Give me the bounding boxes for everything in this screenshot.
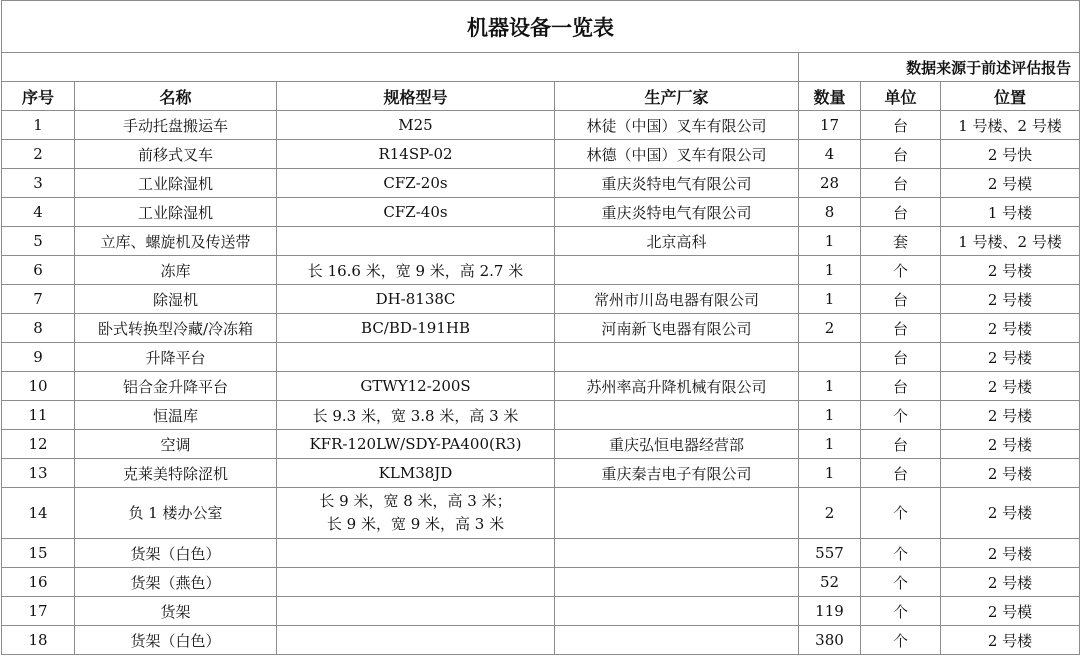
cell-unit: 台: [861, 140, 941, 169]
blank-cell: [555, 53, 799, 82]
cell-unit: 个: [861, 401, 941, 430]
table-title: 机器设备一览表: [2, 1, 1080, 53]
cell-location: 2 号楼: [941, 626, 1080, 655]
cell-maker: [555, 597, 799, 626]
cell-maker: [555, 539, 799, 568]
cell-spec: KFR-120LW/SDY-PA400(R3): [277, 430, 555, 459]
cell-name: 恒温库: [75, 401, 277, 430]
cell-qty: 52: [799, 568, 861, 597]
cell-maker: [555, 401, 799, 430]
cell-location: 2 号模: [941, 597, 1080, 626]
cell-name: 货架: [75, 597, 277, 626]
cell-location: 2 号楼: [941, 459, 1080, 488]
cell-qty: [799, 343, 861, 372]
cell-spec: CFZ-20s: [277, 169, 555, 198]
cell-unit: 台: [861, 372, 941, 401]
table-row: [2, 539, 1080, 568]
cell-unit: 台: [861, 343, 941, 372]
cell-index: 6: [2, 256, 75, 285]
cell-spec: DH-8138C: [277, 285, 555, 314]
cell-spec: CFZ-40s: [277, 198, 555, 227]
table-row: [2, 140, 1080, 169]
cell-qty: 1: [799, 227, 861, 256]
header-cell-name: 名称: [75, 82, 277, 111]
cell-qty: 4: [799, 140, 861, 169]
header-cell-unit: 单位: [861, 82, 941, 111]
cell-maker: [555, 343, 799, 372]
cell-spec: GTWY12-200S: [277, 372, 555, 401]
cell-location: 2 号楼: [941, 430, 1080, 459]
blank-cell: [75, 53, 277, 82]
cell-index: 12: [2, 430, 75, 459]
cell-qty: 1: [799, 372, 861, 401]
cell-maker: 重庆弘恒电器经营部: [555, 430, 799, 459]
equipment-sheet: [1, 0, 1079, 655]
cell-spec: M25: [277, 111, 555, 140]
cell-unit: 个: [861, 626, 941, 655]
cell-name: 除湿机: [75, 285, 277, 314]
cell-unit: 个: [861, 539, 941, 568]
title-row: [2, 1, 1080, 53]
cell-maker: [555, 488, 799, 539]
cell-name: 空调: [75, 430, 277, 459]
table-row: [2, 626, 1080, 655]
cell-location: 2 号楼: [941, 256, 1080, 285]
source-note: 数据来源于前述评估报告: [799, 53, 1080, 82]
cell-unit: 个: [861, 568, 941, 597]
cell-index: 16: [2, 568, 75, 597]
cell-unit: 台: [861, 430, 941, 459]
cell-name: 货架（白色）: [75, 539, 277, 568]
cell-spec: [277, 539, 555, 568]
cell-name: 升降平台: [75, 343, 277, 372]
cell-unit: 台: [861, 285, 941, 314]
cell-index: 4: [2, 198, 75, 227]
cell-location: 2 号楼: [941, 539, 1080, 568]
cell-spec: 长 9.3 米，宽 3.8 米，高 3 米: [277, 401, 555, 430]
cell-unit: 台: [861, 198, 941, 227]
header-cell-location: 位置: [941, 82, 1080, 111]
header-cell-spec: 规格型号: [277, 82, 555, 111]
cell-maker: 河南新飞电器有限公司: [555, 314, 799, 343]
table-row: [2, 597, 1080, 626]
cell-location: 1 号楼、2 号楼: [941, 227, 1080, 256]
cell-unit: 台: [861, 314, 941, 343]
cell-unit: 台: [861, 111, 941, 140]
cell-unit: 个: [861, 256, 941, 285]
blank-cell: [2, 53, 75, 82]
cell-spec: KLM38JD: [277, 459, 555, 488]
cell-index: 15: [2, 539, 75, 568]
cell-index: 11: [2, 401, 75, 430]
blank-cell: [277, 53, 555, 82]
cell-qty: 557: [799, 539, 861, 568]
table-row: [2, 198, 1080, 227]
cell-name: 手动托盘搬运车: [75, 111, 277, 140]
cell-unit: 套: [861, 227, 941, 256]
cell-qty: 2: [799, 488, 861, 539]
cell-location: 2 号楼: [941, 285, 1080, 314]
cell-name: 货架（白色）: [75, 626, 277, 655]
cell-index: 7: [2, 285, 75, 314]
cell-qty: 1: [799, 430, 861, 459]
table-row: [2, 459, 1080, 488]
cell-index: 13: [2, 459, 75, 488]
cell-qty: 1: [799, 459, 861, 488]
cell-location: 2 号楼: [941, 568, 1080, 597]
header-row: [2, 82, 1080, 111]
cell-name: 卧式转换型冷藏/冷冻箱: [75, 314, 277, 343]
table-row: [2, 314, 1080, 343]
table-row: [2, 401, 1080, 430]
header-cell-index: 序号: [2, 82, 75, 111]
cell-name: 冻库: [75, 256, 277, 285]
table-row: [2, 285, 1080, 314]
cell-spec: 长 16.6 米，宽 9 米，高 2.7 米: [277, 256, 555, 285]
cell-qty: 1: [799, 285, 861, 314]
cell-index: 18: [2, 626, 75, 655]
cell-unit: 台: [861, 169, 941, 198]
table-row: [2, 169, 1080, 198]
cell-qty: 119: [799, 597, 861, 626]
table-row: [2, 227, 1080, 256]
cell-location: 2 号楼: [941, 343, 1080, 372]
cell-spec: BC/BD-191HB: [277, 314, 555, 343]
cell-maker: [555, 626, 799, 655]
cell-name: 立库、螺旋机及传送带: [75, 227, 277, 256]
header-cell-maker: 生产厂家: [555, 82, 799, 111]
cell-line: 长 9 米，宽 8 米，高 3 米；: [319, 492, 512, 510]
cell-maker: 常州市川岛电器有限公司: [555, 285, 799, 314]
cell-name: 工业除湿机: [75, 198, 277, 227]
source-row: [2, 53, 1080, 82]
cell-qty: 17: [799, 111, 861, 140]
cell-unit: 个: [861, 597, 941, 626]
cell-maker: [555, 568, 799, 597]
table-row: [2, 343, 1080, 372]
cell-qty: 380: [799, 626, 861, 655]
cell-spec: [277, 568, 555, 597]
cell-line: 长 9 米，宽 9 米，高 3 米: [326, 515, 505, 533]
cell-spec: [277, 488, 555, 539]
cell-name: 铝合金升降平台: [75, 372, 277, 401]
cell-maker: [555, 256, 799, 285]
cell-index: 10: [2, 372, 75, 401]
cell-name: 克莱美特除涩机: [75, 459, 277, 488]
cell-maker: 重庆秦吉电子有限公司: [555, 459, 799, 488]
cell-spec: [277, 626, 555, 655]
cell-qty: 2: [799, 314, 861, 343]
equipment-table: [1, 0, 1080, 655]
cell-location: 2 号模: [941, 169, 1080, 198]
cell-maker: 北京高科: [555, 227, 799, 256]
cell-location: 2 号楼: [941, 372, 1080, 401]
cell-maker: 重庆炎特电气有限公司: [555, 169, 799, 198]
cell-qty: 8: [799, 198, 861, 227]
cell-index: 3: [2, 169, 75, 198]
cell-spec: [277, 343, 555, 372]
table-row: [2, 372, 1080, 401]
cell-qty: 28: [799, 169, 861, 198]
header-cell-qty: 数量: [799, 82, 861, 111]
cell-index: 2: [2, 140, 75, 169]
cell-location: 2 号楼: [941, 401, 1080, 430]
cell-index: 17: [2, 597, 75, 626]
table-row: [2, 256, 1080, 285]
cell-location: 2 号楼: [941, 488, 1080, 539]
table-row: [2, 488, 1080, 539]
cell-qty: 1: [799, 256, 861, 285]
cell-location: 1 号楼、2 号楼: [941, 111, 1080, 140]
cell-maker: 重庆炎特电气有限公司: [555, 198, 799, 227]
cell-spec: R14SP-02: [277, 140, 555, 169]
cell-location: 2 号快: [941, 140, 1080, 169]
cell-maker: 苏州率高升降机械有限公司: [555, 372, 799, 401]
cell-spec: [277, 227, 555, 256]
cell-name: 货架（燕色）: [75, 568, 277, 597]
cell-name: 工业除湿机: [75, 169, 277, 198]
cell-index: 9: [2, 343, 75, 372]
table-row: [2, 568, 1080, 597]
cell-location: 1 号楼: [941, 198, 1080, 227]
cell-unit: 台: [861, 459, 941, 488]
cell-index: 14: [2, 488, 75, 539]
cell-spec: [277, 597, 555, 626]
cell-qty: 1: [799, 401, 861, 430]
cell-index: 8: [2, 314, 75, 343]
cell-maker: 林德（中国）叉车有限公司: [555, 140, 799, 169]
cell-name: 负 1 楼办公室: [75, 488, 277, 539]
cell-name: 前移式叉车: [75, 140, 277, 169]
cell-index: 1: [2, 111, 75, 140]
table-row: [2, 430, 1080, 459]
cell-unit: 个: [861, 488, 941, 539]
cell-maker: 林徒（中国）叉车有限公司: [555, 111, 799, 140]
cell-location: 2 号楼: [941, 314, 1080, 343]
cell-index: 5: [2, 227, 75, 256]
table-row: [2, 111, 1080, 140]
